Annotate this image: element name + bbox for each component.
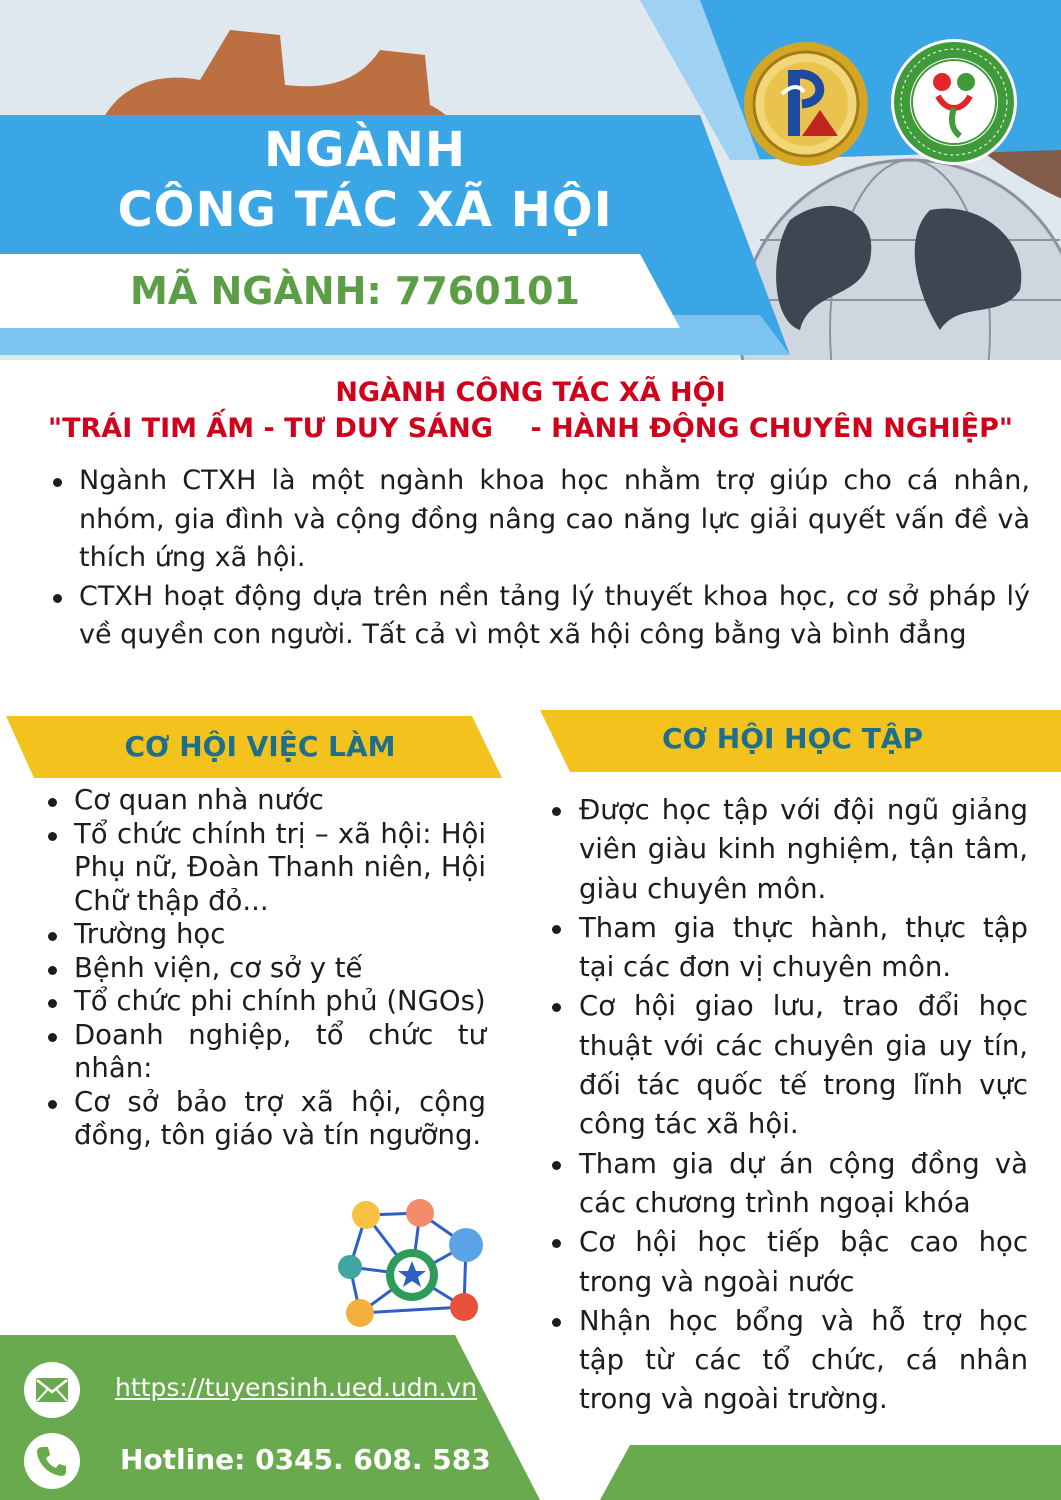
page-title-line1: NGÀNH: [263, 122, 467, 178]
footer-right-strip: [520, 1445, 1061, 1500]
list-item: Tham gia thực hành, thực tập tại các đơn vị chuyên môn.: [550, 909, 1028, 988]
faculty-seal-logo: [890, 38, 1018, 170]
social-network-illustration: [330, 1195, 495, 1340]
list-item: Tổ chức chính trị – xã hội: Hội Phụ nữ, Đoàn Thanh niên, Hội Chữ thập đỏ...: [46, 818, 486, 919]
intro-heading: NGÀNH CÔNG TÁC XÃ HỘI: [335, 377, 726, 408]
hotline: Hotline: 0345. 608. 583: [120, 1443, 491, 1476]
study-list: [550, 791, 1028, 1420]
jobs-list: [46, 784, 486, 1153]
list-item: Nhận học bổng và hỗ trợ học tập từ các tổ chức, cá nhân trong và ngoài trường.: [550, 1302, 1028, 1420]
list-item: Cơ sở bảo trợ xã hội, cộng đồng, tôn giáo và tín ngưỡng.: [46, 1086, 486, 1153]
list-item: Cơ quan nhà nước: [46, 784, 486, 818]
list-item: Doanh nghiệp, tổ chức tư nhân:: [46, 1019, 486, 1086]
page-title-line2: CÔNG TÁC XÃ HỘI: [117, 182, 613, 238]
intro-list: [50, 462, 1030, 655]
website-link[interactable]: https://tuyensinh.ued.udn.vn: [115, 1373, 478, 1402]
program-code: MÃ NGÀNH: 7760101: [130, 269, 580, 313]
list-item: Trường học: [46, 918, 486, 952]
jobs-title: CƠ HỘI VIỆC LÀM: [124, 730, 396, 763]
list-item: Cơ hội học tiếp bậc cao học trong và ngoài nước: [550, 1223, 1028, 1302]
list-item: CTXH hoạt động dựa trên nền tảng lý thuyết khoa học, cơ sở pháp lý về quyền con người. Tất cả vì một xã hội công bằng và bình đẳng: [50, 578, 1030, 655]
list-item: Được học tập với đội ngũ giảng viên giàu kinh nghiệm, tận tâm, giàu chuyên môn.: [550, 791, 1028, 909]
list-item: Bệnh viện, cơ sở y tế: [46, 952, 486, 986]
study-title: CƠ HỘI HỌC TẬP: [662, 722, 923, 755]
mail-icon: [24, 1362, 80, 1418]
university-seal-logo: [742, 40, 870, 172]
list-item: Tổ chức phi chính phủ (NGOs): [46, 985, 486, 1019]
list-item: Cơ hội giao lưu, trao đổi học thuật với các chuyên gia uy tín, đối tác quốc tế trong lĩnh vực công tác xã hội.: [550, 987, 1028, 1144]
phone-icon: [24, 1433, 80, 1489]
list-item: Tham gia dự án cộng đồng và các chương trình ngoại khóa: [550, 1145, 1028, 1224]
list-item: Ngành CTXH là một ngành khoa học nhằm trợ giúp cho cá nhân, nhóm, gia đình và cộng đồng nâng cao năng lực giải quyết vấn đề và thích ứng xã hội.: [50, 462, 1030, 578]
slogan: "TRÁI TIM ẤM - TƯ DUY SÁNG - HÀNH ĐỘNG CHUYÊN NGHIỆP": [48, 413, 1013, 444]
